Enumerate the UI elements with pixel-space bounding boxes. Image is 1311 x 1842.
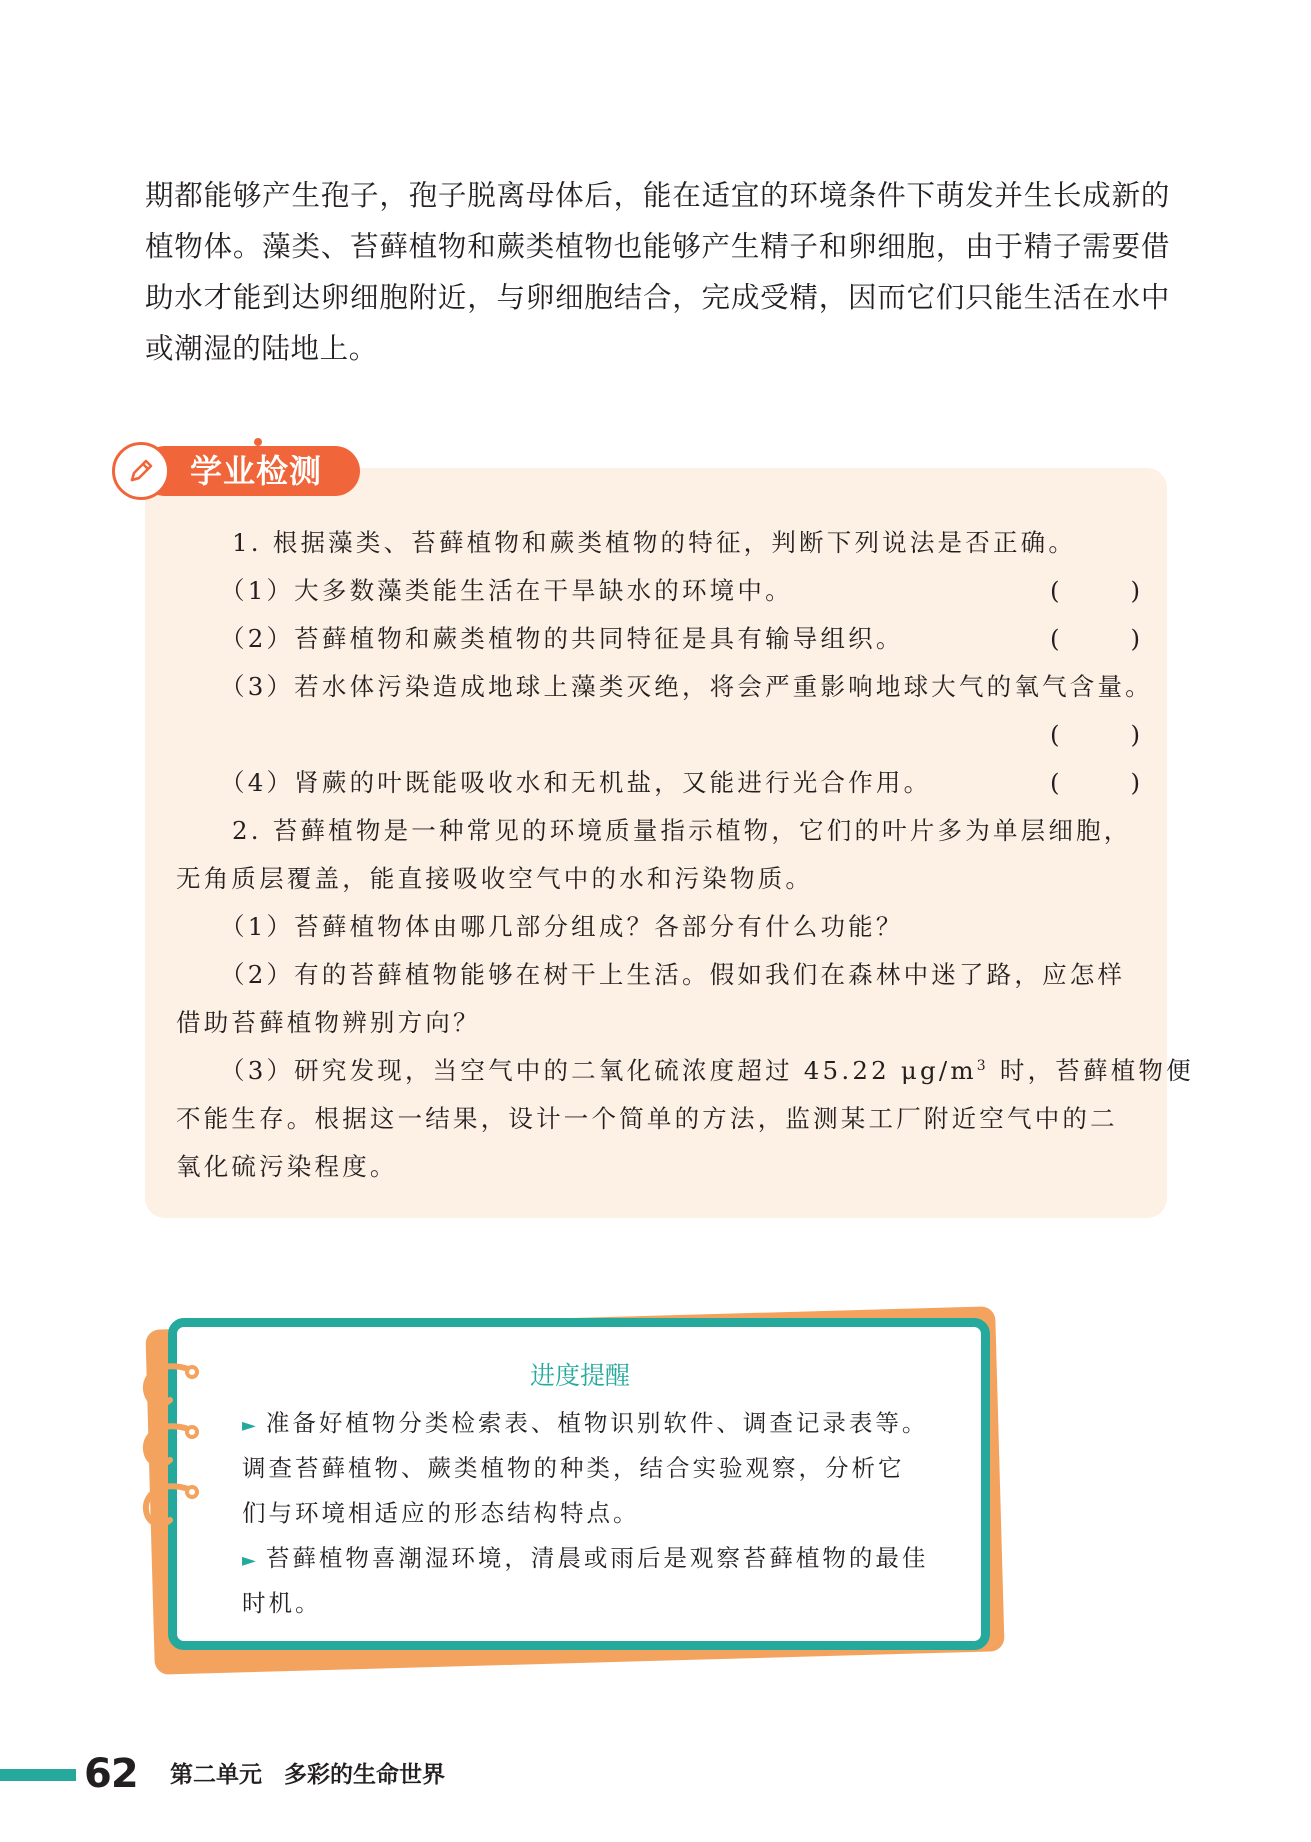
reminder-item-1-line1: ► 准备好植物分类检索表、植物识别软件、调查记录表等。 [242,1409,929,1437]
q2-sub3-line3: 氧化硫污染程度。 [176,1152,398,1181]
q1-stem: 1. 根据藻类、苔藓植物和蕨类植物的特征，判断下列说法是否正确。 [232,528,1077,557]
q1-item-4: （4）肾蕨的叶既能吸收水和无机盐，又能进行光合作用。 [220,768,932,797]
binder-rings-icon [136,1350,216,1550]
q2-stem-line2: 无角质层覆盖，能直接吸收空气中的水和污染物质。 [176,864,814,893]
q1-answer-1: ( ) [1050,576,1140,605]
intro-paragraph: 期都能够产生孢子，孢子脱离母体后，能在适宜的环境条件下萌发并生长成新的植物体。藻类、苔藓植物和蕨类植物也能够产生精子和卵细胞，由于精子需要借助水才能到达卵细胞附近，与卵细胞结合，完成受精，因而它们只能生活在水中或潮湿的陆地上。 [145,179,1170,365]
q2-sub3-line1: （3）研究发现，当空气中的二氧化硫浓度超过 45.22 $\mu g/m^3$ 时，苔藓植物便 [220,1056,1194,1085]
reminder-item-1-line3: 们与环境相适应的形态结构特点。 [242,1499,640,1527]
q1-answer-4: ( ) [1050,768,1140,797]
bullet-arrow-icon: ► [242,1550,256,1571]
q1-item-3: （3）若水体污染造成地球上藻类灭绝，将会严重影响地球大气的氧气含量。 [220,672,1153,701]
reminder-item-1-line2: 调查苔藓植物、蕨类植物的种类，结合实验观察，分析它 [242,1454,905,1482]
assessment-title: 学业检测 [190,452,323,490]
assessment-header [112,442,360,500]
bullet-arrow-icon: ► [242,1415,256,1436]
q2-sub1: （1）苔藓植物体由哪几部分组成？各部分有什么功能？ [220,912,904,941]
footer-unit-label: 第二单元 [170,1762,262,1788]
footer-unit-title: 多彩的生命世界 [284,1762,445,1788]
q1-item-1: （1）大多数藻类能生活在干旱缺水的环境中。 [220,576,793,605]
q2-sub2-line2: 借助苔藓植物辨别方向？ [176,1008,481,1037]
sparkle-icon [250,434,266,450]
footer-chapter [170,1760,445,1790]
reminder-item-2-line2: 时机。 [242,1589,322,1617]
q2-sub2-line1: （2）有的苔藓植物能够在树干上生活。假如我们在森林中迷了路，应怎样 [220,960,1126,989]
q1-answer-3: ( ) [1050,720,1140,749]
reminder-title: 进度提醒 [529,1361,630,1390]
pencil-icon [112,442,170,500]
q2-stem-line1: 2. 苔藓植物是一种常见的环境质量指示植物，它们的叶片多为单层细胞， [232,816,1132,845]
reminder-item-2-line1: ► 苔藓植物喜潮湿环境，清晨或雨后是观察苔藓植物的最佳 [242,1544,929,1572]
footer-accent-bar [0,1769,76,1781]
page-number: 62 [84,1751,138,1797]
q2-sub3-line2: 不能生存。根据这一结果，设计一个简单的方法，监测某工厂附近空气中的二 [176,1104,1118,1133]
q1-item-2: （2）苔藓植物和蕨类植物的共同特征是具有输导组织。 [220,624,904,653]
q1-answer-2: ( ) [1050,624,1140,653]
